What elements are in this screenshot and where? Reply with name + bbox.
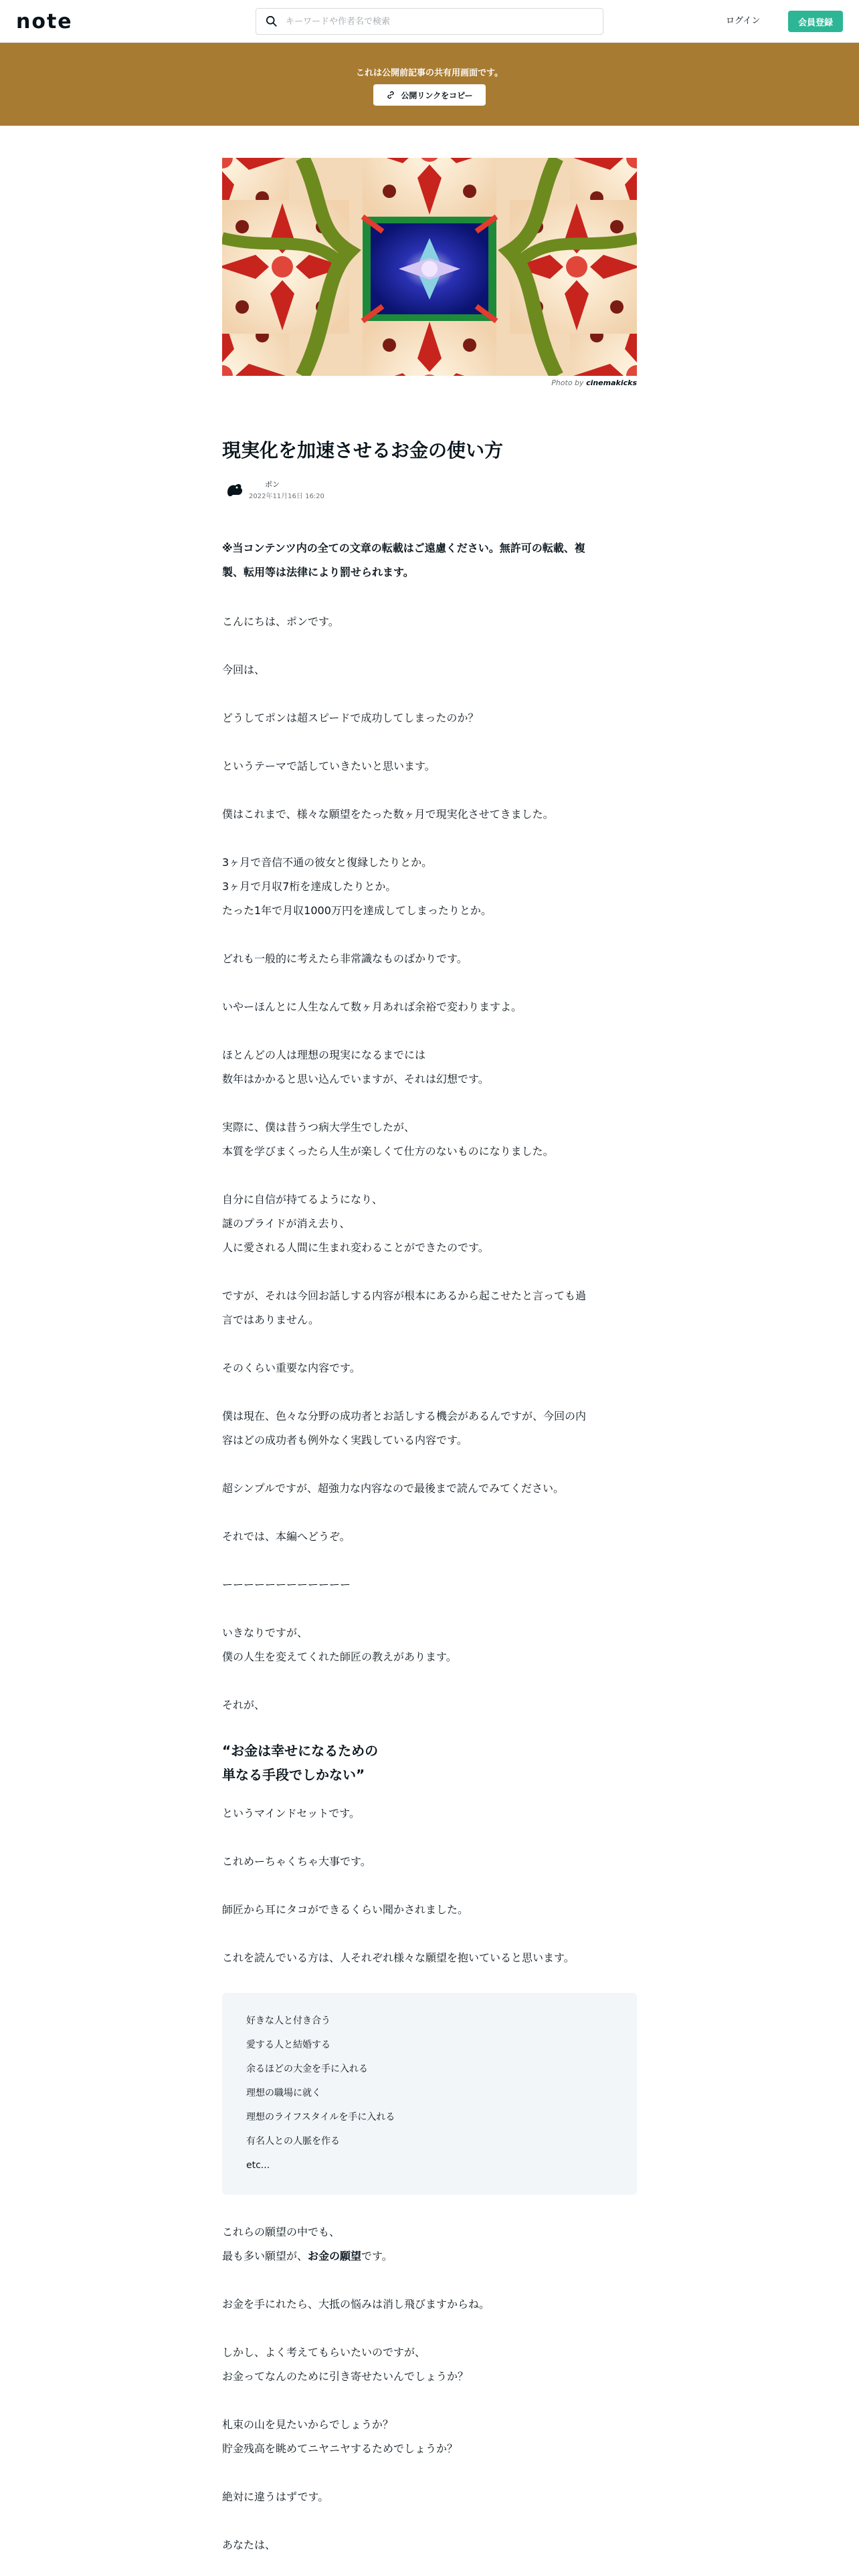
paragraph: これめーちゃくちゃ大事です。 — [222, 1855, 371, 1868]
text-span: 最も多い願望が、 — [222, 2250, 308, 2262]
list-item: etc... — [246, 2160, 270, 2171]
search-input[interactable] — [286, 17, 593, 27]
pull-quote — [222, 1739, 637, 1787]
paragraph-line: 僕の人生を変えてくれた師匠の教えがあります。 — [222, 1650, 457, 1663]
paragraph-line: たった1年で月収1000万円を達成してしまったりとか。 — [222, 904, 492, 917]
notice-line: ※当コンテンツ内の全ての文章の転載はご遠慮ください。無許可の転載、複 — [222, 542, 585, 554]
paragraph: 絶対に違うはずです。 — [222, 2490, 329, 2503]
list-item: 好きな人と付き合う — [246, 2016, 330, 2026]
copy-link-label: 公開リンクをコピー — [401, 90, 473, 100]
paragraph-line: 3ヶ月で月収7桁を達成したりとか。 — [222, 880, 397, 893]
paragraph: それでは、本編へどうぞ。 — [222, 1530, 351, 1543]
paragraph-line: 容はどの成功者も例外なく実践している内容です。 — [222, 1434, 468, 1446]
list-item: 愛する人と結婚する — [246, 2040, 330, 2050]
paragraph — [222, 2220, 637, 2268]
paragraph-line: 言ではありません。 — [222, 1313, 319, 1326]
paragraph-line — [222, 2244, 637, 2268]
quote-line: 単なる手段でしかない” — [222, 1767, 365, 1783]
paragraph — [222, 1284, 637, 1332]
login-link[interactable]: ログイン — [726, 16, 761, 26]
author-avatar[interactable] — [222, 477, 246, 502]
banner-text: これは公開前記事の共有用画面です。 — [356, 68, 503, 78]
text-span: です。 — [361, 2250, 393, 2262]
notice-paragraph — [222, 536, 637, 584]
paragraph — [222, 851, 637, 923]
paragraph-line: 謎のプライドが消え去り、 — [222, 1217, 351, 1230]
paragraph-line: しかし、よく考えてもらいたいのですが、 — [222, 2346, 426, 2359]
credit-prefix: Photo by — [551, 379, 584, 387]
link-icon — [386, 90, 395, 100]
paragraph-line: 貯金残高を眺めてニヤニヤするためでしょうか？ — [222, 2442, 458, 2455]
photo-credit — [222, 379, 637, 387]
list-item: 有名人との人脈を作る — [246, 2136, 340, 2147]
paragraph — [222, 2413, 637, 2461]
paragraph — [222, 1404, 637, 1453]
paragraph-line: 数年はかかると思い込んでいますが、それは幻想です。 — [222, 1073, 489, 1085]
paragraph-line: いきなりですが、 — [222, 1626, 308, 1639]
paragraph-line: 人に愛される人間に生まれ変わることができたのです。 — [222, 1241, 489, 1254]
paragraph: こんにちは、ポンです。 — [222, 615, 339, 628]
quote-line: “お金は幸せになるための — [222, 1743, 379, 1759]
paragraph-line: 札束の山を見たいからでしょうか？ — [222, 2418, 393, 2431]
publish-date: 2022年11月16日 16:20 — [249, 493, 324, 500]
paragraph-line: 実際に、僕は昔うつ病大学生でしたが、 — [222, 1121, 415, 1134]
emphasis-text: お金の願望 — [308, 2250, 362, 2262]
site-header — [0, 0, 859, 43]
signup-button[interactable]: 会員登録 — [788, 11, 843, 32]
paragraph-line: お金ってなんのために引き寄せたいんでしょうか？ — [222, 2370, 469, 2383]
divider-text: ーーーーーーーーーーーー — [222, 1578, 351, 1591]
logo-text: note — [16, 9, 73, 33]
paragraph-line: 本質を学びまくったら人生が楽しくて仕方のないものになりました。 — [222, 1145, 554, 1158]
paragraph: 今回は、 — [222, 663, 266, 676]
search-icon — [266, 15, 278, 27]
paragraph-line: ですが、それは今回お話しする内容が根本にあるから起こせたと言っても過 — [222, 1289, 587, 1302]
wish-list — [222, 1993, 637, 2177]
copy-link-button[interactable] — [373, 84, 486, 106]
paragraph: それが、 — [222, 1699, 266, 1711]
note-logo[interactable] — [16, 9, 73, 33]
paragraph: いやーほんとに人生なんて数ヶ月あれば余裕で変わりますよ。 — [222, 1000, 522, 1013]
paragraph — [222, 1115, 637, 1164]
paragraph: あなたは、 — [222, 2539, 276, 2551]
list-item: 理想の職場に就く — [246, 2088, 321, 2099]
paragraph — [222, 2341, 637, 2389]
paragraph: これを読んでいる方は、人それぞれ様々な願望を抱いていると思います。 — [222, 1951, 575, 1964]
paragraph: というマインドセットです。 — [222, 1807, 360, 1820]
hero-image — [222, 158, 637, 376]
paragraph: どうしてポンは超スピードで成功してしまったのか？ — [222, 712, 479, 724]
paragraph-line: 3ヶ月で音信不通の彼女と復縁したりとか。 — [222, 856, 433, 869]
article-title: 現実化を加速させるお金の使い方 — [222, 439, 504, 461]
paragraph: というテーマで話していきたいと思います。 — [222, 760, 436, 772]
preview-banner — [0, 43, 859, 126]
list-item: 理想のライフスタイルを手に入れる — [246, 2112, 395, 2123]
paragraph-line: 僕は現在、色々な分野の成功者とお話しする機会があるんですが、今回の内 — [222, 1410, 587, 1422]
paragraph — [222, 1043, 637, 1091]
paragraph: そのくらい重要な内容です。 — [222, 1362, 361, 1374]
paragraph: 超シンプルですが、超強力な内容なので最後まで読んでみてください。 — [222, 1482, 564, 1495]
paragraph: 師匠から耳にタコができるくらい聞かされました。 — [222, 1903, 469, 1916]
paragraph-line: これらの願望の中でも、 — [222, 2226, 341, 2238]
paragraph: どれも一般的に考えたら非常識なものばかりです。 — [222, 952, 468, 965]
author-name[interactable]: ポン — [265, 480, 280, 489]
search-bar[interactable] — [256, 8, 603, 35]
paragraph-line: 自分に自信が持てるようになり、 — [222, 1193, 383, 1206]
paragraph — [222, 1621, 637, 1669]
paragraph: 僕はこれまで、様々な願望をたった数ヶ月で現実化させてきました。 — [222, 808, 554, 821]
wish-list-box — [222, 1993, 637, 2195]
list-item: 余るほどの大金を手に入れる — [246, 2064, 368, 2074]
avatar-icon — [223, 479, 245, 500]
notice-line: 製、転用等は法律により罰せられます。 — [222, 566, 414, 578]
paragraph: お金を手にれたら、大抵の悩みは消し飛びますからね。 — [222, 2298, 490, 2311]
paragraph — [222, 1188, 637, 1260]
paragraph-line: ほとんどの人は理想の現実になるまでには — [222, 1049, 426, 1061]
credit-author[interactable]: cinemakicks — [586, 379, 637, 387]
